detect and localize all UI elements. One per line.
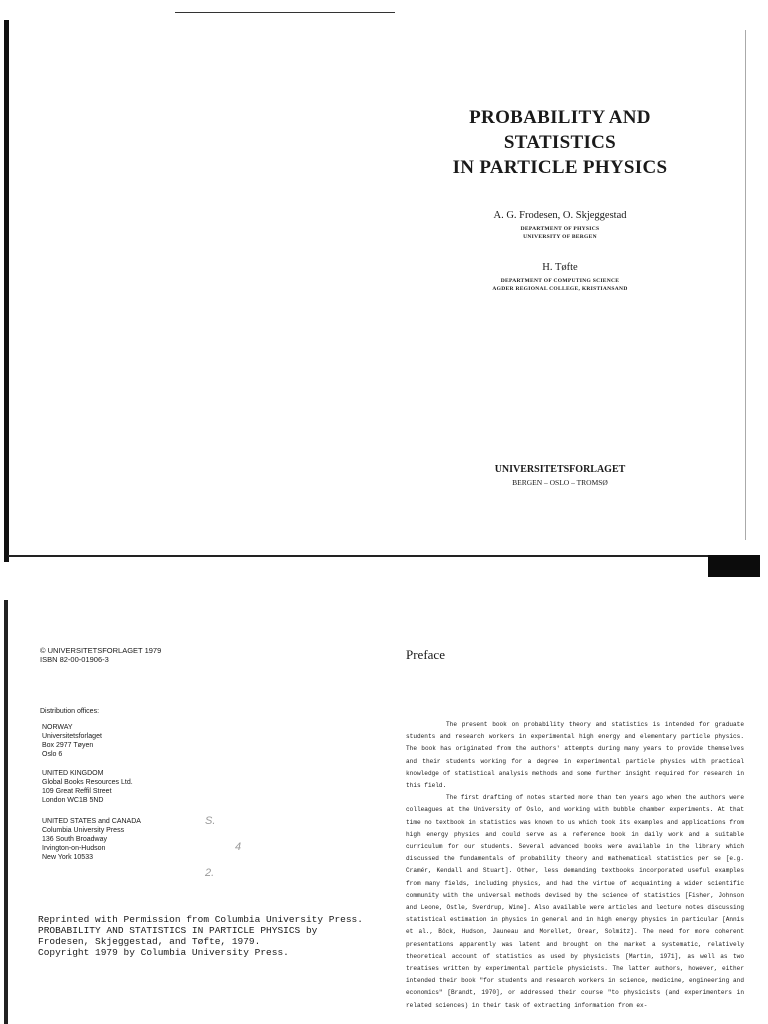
office-norway: NORWAY Universitetsforlaget Box 2977 Tøyen Oslo 6: [42, 724, 102, 758]
office-us-canada: UNITED STATES and CANADA Columbia University Press 136 South Broadway Irvington-on-Hudson New York 10533: [42, 818, 141, 861]
bleed-through-marks: S. 4 2.: [205, 815, 242, 879]
page-divider: [8, 555, 748, 557]
scan-edge-bottom: [4, 600, 8, 1024]
preface-paragraph: The present book on probability theory and statistics is intended for graduate students and research workers in experimental high energy and elementary particle physics. The book has originated from the authors' attempts during many years to provide themselves and their students working for a degree in experimental particle physics with practical knowledge of statistical analysis methods and some further insight required for research in this field.: [406, 721, 744, 790]
preface-title: Preface: [406, 647, 445, 662]
scan-right-rule: [745, 30, 746, 540]
book-title: PROBABILITY AND STATISTICS IN PARTICLE PHYSICS: [452, 107, 668, 178]
distribution-title: Distribution offices:: [40, 708, 100, 715]
scan-black-block: [708, 555, 760, 577]
author-tofte: H. Tøfte: [542, 262, 578, 273]
reprint-notice: Reprinted with Permission from Columbia University Press. PROBABILITY AND STATISTICS IN PARTICLE PHYSICS by Frodesen, Skjeggestad, and Tøfte, 1979. Copyright 1979 by Columbia University Press.: [38, 914, 363, 958]
department-computing: DEPARTMENT OF COMPUTING SCIENCE AGDER REGIONAL COLLEGE, KRISTIANSAND: [492, 278, 628, 292]
publisher: UNIVERSITETSFORLAGET: [494, 464, 626, 475]
preface-paragraph: The first drafting of notes started more than ten years ago when the authors were colleagues at the University of Oslo, and working with bubble chamber experiments. At that time no textbook in statistics was known to us which took its examples and applications from high energy physics and could serve as a reference book in daily work and a suitable curriculum for our students. Several advanced books were available in the library which discussed the fundamentals of probability theory and mathematical statistics per se [e.g. Cramér, Kendall and Stuart]. Other, less demanding textbooks incorporated useful examples from many fields, including physics, and had the virtue of acquainting a wider scientific community with the universal methods devised by the science of statistics [Fisher, Johnson and Leone, Ostle, Sverdrup, Wine]. Also available were articles and lecture notes discussing statistical estimation in physics in general and in high energy physics in particular [Annis et al., Böck, Hudson, Jauneau and Morellet, Orear, Solmitz]. The need for more coherent presentations apparently was latent and brought on the market a systematic, relatively theoretical account of statistics as used by physicists [Martin, 1971], as well as two treatises written by experimental particle physicists. The latter authors, however, either intended their book "for students and research workers in science, medicine, engineering and economics" [Brandt, 1970], or addressed their course "to physicists (and experimenters in related sciences) in their task of extracting information from ex-: [406, 794, 744, 1009]
scan-line-top: [175, 12, 395, 13]
department-physics: DEPARTMENT OF PHYSICS UNIVERSITY OF BERGEN: [520, 226, 600, 240]
authors: A. G. Frodesen, O. Skjeggestad: [493, 210, 627, 221]
publisher-cities: BERGEN – OSLO – TROMSØ: [512, 478, 608, 487]
copyright-block: © UNIVERSITETSFORLAGET 1979 ISBN 82-00-01906-3: [40, 646, 162, 664]
office-uk: UNITED KINGDOM Global Books Resources Ltd. 109 Great Reffil Street London WC1B 5ND: [42, 770, 133, 804]
preface-body: [406, 719, 744, 1012]
scan-edge-top: [4, 20, 9, 562]
